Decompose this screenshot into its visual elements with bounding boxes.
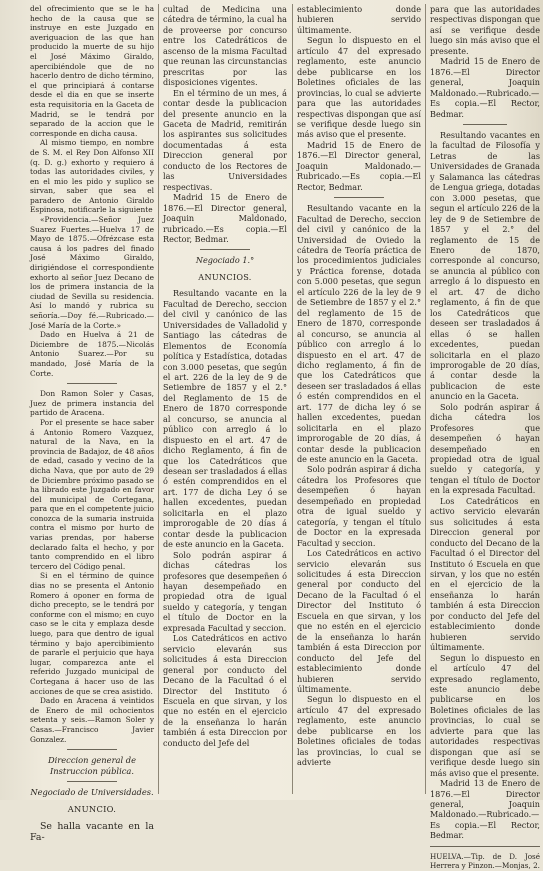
divider <box>200 249 250 250</box>
printer-imprint: HUELVA.—Tip. de D. José Herrera y Pinzon.—Monjas, 2. <box>430 851 540 871</box>
paragraph: del ofrecimiento que se le ha hecho de la causa que se instruye en este Juzgado en averiguacion de las que han producido la muerte de su hijo el José Máximo Giraldo, apercibiéndole que de no hacerlo dentro de dicho término, el que principiará á contarse desde el dia en que se inserte esta requisitoria en la Gaceta de Madrid, se le tendrá por separado de la accion que le corresponde en dicha causa. <box>30 4 154 138</box>
paragraph: Si en el término de quince dias no se presenta el Antonio Romero á oponer en forma de dicho precepto, se le tendrá por conforme con el mismo; en cuyo caso se le cita y emplaza desde luego, para que dentro de igual término y bajo apercibimiento de pararle el perjuicio que haya lugar, comparezca ante el referido Juzgado municipal de Cortegana á hacer uso de las acciones de que se crea asistido. <box>30 571 154 696</box>
notice-heading: ANUNCIO. <box>67 803 117 814</box>
column-1 <box>30 4 154 843</box>
paragraph: Solo podrán aspirar á dicha cátedra los Profesores que desempeñen ó hayan desempeñado en propiedad otra de igual sueldo y categoría, y tengan el título de Doctor en la expresada Facultad y seccion. <box>297 464 421 548</box>
signature-paragraph: Madrid 13 de Enero de 1876.—El Director general, Joaquin Maldonado.—Rubricado.—Es copia.—El Rector, Bedmar. <box>430 778 540 841</box>
signature-paragraph: Madrid 15 de Enero de 1876.—El Director general, Joaquin Maldonado, rubricado.—Es copia.—El Rector, Bedmar. <box>163 192 287 244</box>
paragraph: Dado en Huelva á 21 de Diciembre de 1875.—Nicolás Antonio Suarez.—Por su mandado, José María de la Corte. <box>30 330 154 378</box>
paragraph: Resultando vacantes en la facultad de Filosofía y Letras de las Universidades de Granada y Salamanca las cátedras de Lengua griega, dotadas con 3.000 pesetas, que segun el artículo 226 de la ley de 9 de Setiembre de 1857 y el 2.° del reglamento de 15 de Enero de 1870, corresponde al concurso, se anuncia al público con arreglo á lo dispuesto en el art. 47 de dicho reglamento, á fin de que los Catedráticos que deseen ser trasladados á ellas ó se hallen excedentes, puedan solicitarla en el plazo improrogable de 20 días, á contar desde la publicacion de este anuncio en la Gaceta. <box>430 129 540 402</box>
paragraph: En el término de un mes, á contar desde la publicacion del presente anuncio en la Gaceta de Madrid, remitirán los aspirantes sus solicitudes documentadas á esta Direccion general por conducto de los Rectores de las Universidades respectivas. <box>163 87 287 192</box>
paragraph: Los Catedráticos en activo servicio elevarán sus solicitudes á esta Direccion general por conducto del Decano de la Facultad ó el Director del Instituto ó Escuela en que sirvan, y los que no estén en el ejercicio de la enseñanza lo harán también á esta Direccion por conducto del Jefe del establecimiento donde hubieren servido últimamente. <box>430 495 540 653</box>
divider <box>430 846 540 847</box>
paragraph: Los Catedráticos en activo servicio elevarán sus solicitudes á esta Direccion general por conducto del Decano de la Facultad ó el Director del Instituto ó Escuela en que sirvan, y los que no estén en el ejercicio de la enseñanza lo harán también á esta Direccion por conducto del Jefe del establecimiento donde hubieren servido últimamente. <box>297 548 421 694</box>
paragraph: Dado en Aracena á veintidos de Enero de mil ochocientos setenta y seis.—Ramon Soler y Casas.—Francisco Javier Gonzalez. <box>30 696 154 744</box>
paragraph: establecimiento donde hubieren servido últimamente. <box>297 4 421 35</box>
signature-paragraph: Madrid 15 de Enero de 1876.—El Director general, Joaquin Maldonado.—Rubricado.—Es copia.—El Rector, Bedmar. <box>430 56 540 119</box>
paragraph: Segun lo dispuesto en el artículo 47 del expresado reglamento, este anuncio debe publicarse en los Boletines oficiales de todas las provincias, lo cual se advierte <box>297 694 421 768</box>
paragraph: para que las autoridades respectivas dispongan que así se verifique desde luego sin más aviso que el presente. <box>430 4 540 56</box>
divider <box>67 383 117 384</box>
paragraph: Se halla vacante en la Fa- <box>30 820 154 843</box>
paragraph: Solo podrán aspirar á dicha cátedra los Profesores que desempeñen ó hayan desempeñado en propiedad otra de igual sueldo y categoría, y tengan el título de Doctor en la expresada Facultad. <box>430 401 540 496</box>
paragraph: Resultando vacante en la Facultad de Derecho, seccion del civil y canónico de la Universidad de Oviedo la cátedra de Teoría práctica de los procedimientos judiciales y Práctica forense, dotada con 5.000 pesetas, que segun el artículo 226 de la ley de 9 de Setiembre de 1857 y el 2.° del reglamento de 15 de Enero de 1870, corresponde al concurso, se anuncia al público con arreglo á lo dispuesto en el art. 47 de dicho reglamento, á fin de que los Catedráticos que deseen ser trasladados á ellas ó estén comprendidos en el art. 177 de dicha ley ó se hallen excedentes, puedan solicitarla en el plazo improrogable de 20 días, á contar desde la publicacion de este anuncio en la Gaceta. <box>297 203 421 465</box>
notice-heading: ANUNCIOS. <box>198 271 252 282</box>
column-rule <box>425 4 426 794</box>
column-rule <box>158 4 159 794</box>
paragraph: cultad de Medicina una cátedra de término, la cual ha de proveerse por concurso entre los Catedráticos de ascenso de la misma Facultad que reunan las circunstancias prescritas por las disposiciones vigentes. <box>163 4 287 88</box>
paragraph: Resultando vacante en la Facultad de Derecho, seccion del civil y canónico de las Universidades de Valladolid y Santiago las cátedras de Elementos de Economía política y Estadística, dotadas con 3.000 pesetas, que según el art. 226 de la ley de 9 de Setiembre de 1857 y el 2.° del Reglamento de 15 de Enero de 1870 corresponde al concurso, se anuncia al público con arreglo á lo dispuesto en el art. 47 de dicho Reglamento, á fin de que los Catedráticos que desean ser trasladados á ellas ó estén comprendidos en el art. 177 de dicha Ley ó se hallen excedentes, puedan solicitarla en el plazo improrogable de 20 días á contar desde la publicacion de este anuncio en la Gaceta. <box>163 288 287 550</box>
paragraph: Segun lo dispuesto en el artículo 47 del expresado reglamento, este anuncio debe publicarse en los Boletines oficiales de las provincias, lo cual se advierte para que las autoridades respectivas dispongan que así se verifique desde luego sin más aviso que el presente. <box>297 35 421 140</box>
paragraph: Solo podrán aspirar á dichas cátedras los profesores que desempeñen ó hayan desempeñado en propiedad otra de igual sueldo y categoría, y tengan el título de Doctor en la expresada Facultad y seccion. <box>163 549 287 633</box>
divider <box>463 124 507 125</box>
column-rule <box>292 4 293 794</box>
divider <box>67 749 117 750</box>
divider <box>67 781 117 782</box>
column-2 <box>163 4 287 794</box>
paragraph: Segun lo dispuesto en el artículo 47 del expresado reglamento, este anuncio debe publicarse en los Boletines oficiales de las provincias, lo cual se advierte para que las autoridades respectivas dispongan que así se verifique desde luego sin más aviso que el presente. <box>430 652 540 778</box>
paragraph: Don Ramon Soler y Casas, Juez de primera instancia del partido de Aracena. <box>30 389 154 418</box>
subsection-heading: Negociado 1.° <box>195 255 255 266</box>
subsection-heading: Negociado de Universidades. <box>30 787 154 798</box>
paragraph: «Providencia.—Señor Juez Suarez Fuertes.—Huelva 17 de Mayo de 1875.—Ofrézcase esta causa á los padres del finado José Máximo Giraldo, dirigiéndose el correspondiente exhorto al señor Juez Decano de los de primera instancia de la ciudad de Sevilla su residencia. Así lo mandó y rubrica su señoría.—Doy fé.—Rubricado.—José María de la Corte.» <box>30 215 154 330</box>
divider <box>334 197 384 198</box>
column-3 <box>297 4 421 794</box>
column-4 <box>430 4 540 871</box>
paragraph: Al mismo tiempo, en nombre de S. M. el Rey Don Alfonso XII (q. D. g.) exhorto y requiero á todas las autoridades civiles, y en el mio les pido y suplico se sirvan, saber que sea el paradero de Antonio Giraldo Espinosa, notificarle la siguiente <box>30 138 154 215</box>
signature-paragraph: Madrid 15 de Enero de 1876.—El Director general, Joaquin Maldonado.—Rubricado.—Es copia.—El Rector, Bedmar. <box>297 139 421 192</box>
paragraph: Por el presente se hace saber á Antonio Romero Vazquez, natural de la Nava, en la provincia de Badajoz, de 48 años de edad, casado y vecino de la dicha Nava, que por auto de 29 de Diciembre próximo pasado se ha librado este Juzgado en favor del municipal de Cortegana, para que en el competente juicio conozca de la sumaria instruida contra el mismo por hurto de varias prendas, por haberse declarado falta el hecho, y por tanto comprendido en el libro tercero del Código penal. <box>30 417 154 571</box>
section-heading: Direccion general de Instruccion pública. <box>47 755 136 776</box>
paragraph: Los Catedráticos en activo servicio elevarán sus solicitudes á esta Direccion general por conducto del Decano de la Facultad ó el Director del Instituto ó Escuela en que sirvan, y los que no estén en el ejercicio de la enseñanza lo harán también á esta Direccion por conducto del Jefe del <box>163 633 287 748</box>
